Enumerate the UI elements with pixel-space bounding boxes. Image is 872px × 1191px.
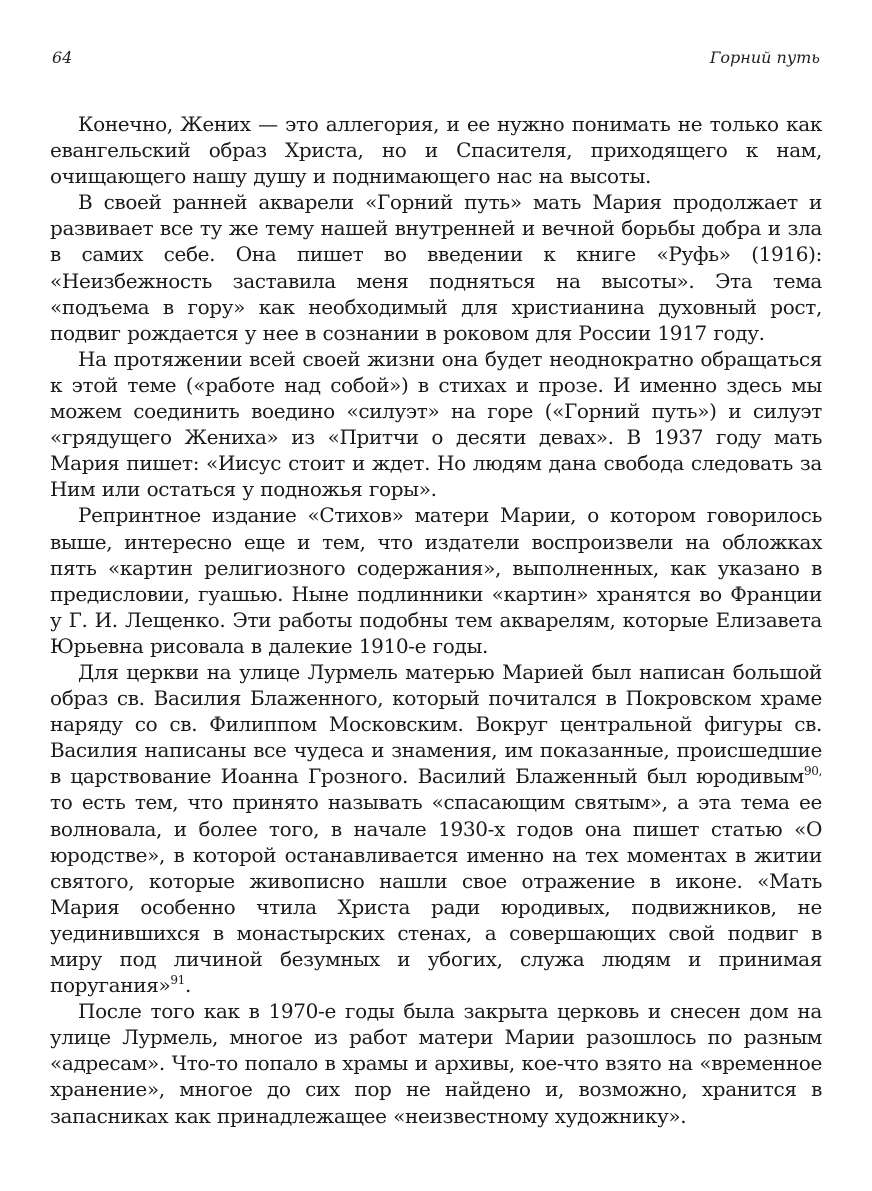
footnote-ref-91[interactable]: 91 xyxy=(170,973,185,988)
body-text xyxy=(50,111,822,1129)
footnote-ref-90[interactable]: 90, xyxy=(803,764,822,779)
paragraph-4: Репринтное издание «Стихов» матери Марии, о котором говорилось выше, интересно еще и тем, что издатели воспроизвели на обложках пять «картин религиозного содержания», выполненных, как указано в предисловии, гуашью. Ныне подлинники «картин» хранятся во Франции у Г. И. Лещенко. Эти работы подобны тем акварелям, которые Елизавета Юрьевна рисовала в далекие 1910-е годы. xyxy=(50,503,822,658)
paragraph-1: Конечно, Жених — это аллегория, и ее нужно понимать не только как евангельский образ Христа, но и Спасителя, приходящего к нам, очищающего нашу душу и поднимающего нас на высоты. xyxy=(50,112,822,189)
running-title: Горний путь xyxy=(709,48,820,67)
paragraph-5-text-start: Для церкви на улице Лурмель матерью Марией был написан большой образ св. Василия Блаженного, который почитался в Покровском храме наряду со св. Филиппом Московским. Вокруг центральной фигуры св. Василия написаны все чудеса и знамения, им показанные, происшедшие в царствование Иоанна Грозного. Василий Блаженный был юродивым xyxy=(50,659,822,789)
page-number: 64 xyxy=(52,48,73,67)
paragraph-2: В своей ранней акварели «Горний путь» мать Мария продолжает и развивает все ту же тему нашей внутренней и вечной борьбы добра и зла в самих себе. Она пишет во введении к книге «Руфь» (1916): «Неизбежность заставила меня подняться на высоты». Эта тема «подъема в гору» как необходимый для христианина духовный рост, подвиг рождается у нее в сознании в роковом для России 1917 году. xyxy=(50,190,822,345)
paragraph-5-text-end: . xyxy=(184,973,191,998)
paragraph-5-text-middle: то есть тем, что принято называть «спасающим святым», а эта тема ее волновала, и более того, в начале 1930-х годов она пишет статью «О юродстве», в которой останавливается именно на тех моментах в житии святого, которые живописно нашли свое отражение в иконе. «Мать Мария особенно чтила Христа ради юродивых, подвижников, не уединившихся в монастырских стенах, а совершающих свой подвиг в миру под личиной безумных и убогих, служа людям и принимая поругания» xyxy=(50,790,822,998)
paragraph-6: После того как в 1970-е годы была закрыта церковь и снесен дом на улице Лурмель, многое из работ матери Марии разошлось по разным «адресам». Что-то попало в храмы и архивы, кое-что взято на «временное хранение», многое до сих пор не найдено и, возможно, хранится в запасниках как принадлежащее «неизвестному художнику». xyxy=(50,999,822,1128)
running-head xyxy=(52,48,820,72)
paragraph-3: На протяжении всей своей жизни она будет неоднократно обращаться к этой теме («работе над собой») в стихах и прозе. И именно здесь мы можем соединить воедино «силуэт» на горе («Горний путь») и силуэт «грядущего Жениха» из «Притчи о десяти девах». В 1937 году мать Мария пишет: «Иисус стоит и ждет. Но людям дана свобода следовать за Ним или остаться у подножья горы». xyxy=(50,346,822,502)
paragraph-5 xyxy=(50,659,822,998)
